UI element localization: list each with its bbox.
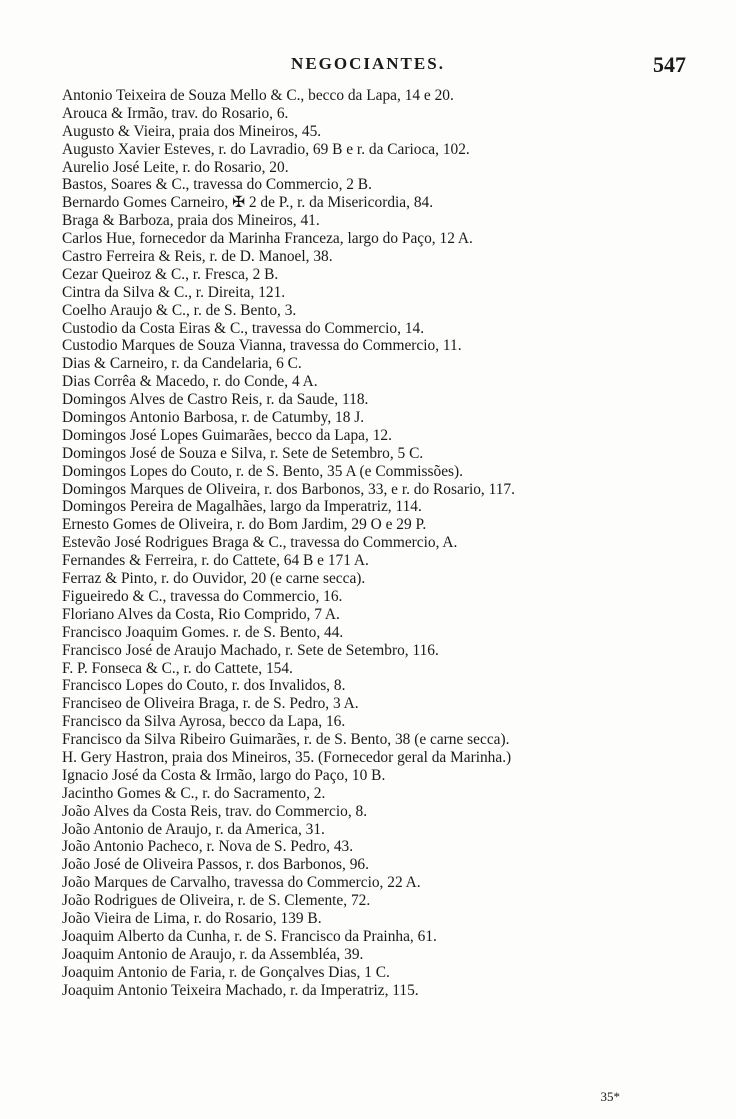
directory-entry: Domingos Pereira de Magalhães, largo da Imperatriz, 114.	[62, 498, 422, 516]
directory-entry: João Vieira de Lima, r. do Rosario, 139 B.	[62, 909, 322, 927]
directory-entry: Augusto Xavier Esteves, r. do Lavradio, 69 B e r. da Carioca, 102.	[62, 140, 470, 158]
directory-entry: F. P. Fonseca & C., r. do Cattete, 154.	[62, 659, 293, 677]
directory-entry: Francisco Joaquim Gomes. r. de S. Bento, 44.	[62, 623, 344, 641]
directory-entry: João Rodrigues de Oliveira, r. de S. Clemente, 72.	[62, 892, 371, 910]
directory-entry: Cintra da Silva & C., r. Direita, 121.	[62, 283, 286, 301]
directory-entry: Estevão José Rodrigues Braga & C., travessa do Commercio, A.	[62, 534, 458, 552]
directory-entry: Ignacio José da Costa & Irmão, largo do Paço, 10 B.	[62, 766, 386, 784]
directory-entry: Domingos José de Souza e Silva, r. Sete de Setembro, 5 C.	[62, 444, 424, 462]
directory-entry: Domingos Antonio Barbosa, r. de Catumby, 18 J.	[62, 409, 365, 427]
page-header	[0, 52, 736, 82]
directory-entry: Braga & Barboza, praia dos Mineiros, 41.	[62, 212, 320, 230]
printer-signature-mark: 35*	[600, 1089, 620, 1104]
directory-entry: Figueiredo & C., travessa do Commercio, 16.	[62, 587, 343, 605]
directory-entry: Bernardo Gomes Carneiro, ✠ 2 de P., r. da Misericordia, 84.	[62, 194, 434, 212]
directory-entry: Domingos Alves de Castro Reis, r. da Saude, 118.	[62, 391, 369, 409]
directory-entry: Coelho Araujo & C., r. de S. Bento, 3.	[62, 301, 297, 319]
directory-entry: Francisco da Silva Ayrosa, becco da Lapa, 16.	[62, 713, 346, 731]
directory-entry: João Antonio Pacheco, r. Nova de S. Pedro, 43.	[62, 838, 354, 856]
directory-entry: Custodio da Costa Eiras & C., travessa do Commercio, 14.	[62, 319, 425, 337]
directory-entry: H. Gery Hastron, praia dos Mineiros, 35. (Fornecedor geral da Marinha.)	[62, 748, 512, 766]
directory-entry: Francisco da Silva Ribeiro Guimarães, r. de S. Bento, 38 (e carne secca).	[62, 731, 510, 749]
page-number: 547	[653, 52, 686, 77]
directory-list	[62, 87, 732, 999]
directory-entry: Castro Ferreira & Reis, r. de D. Manoel, 38.	[62, 248, 333, 266]
directory-entry: Bastos, Soares & C., travessa do Commercio, 2 B.	[62, 176, 372, 194]
directory-entry: Francisco José de Araujo Machado, r. Sete de Setembro, 116.	[62, 641, 439, 659]
directory-entry: Francisco Lopes do Couto, r. dos Invalidos, 8.	[62, 677, 346, 695]
directory-entry: Joaquim Antonio Teixeira Machado, r. da Imperatriz, 115.	[62, 981, 419, 999]
directory-entry: Ernesto Gomes de Oliveira, r. do Bom Jardim, 29 O e 29 P.	[62, 516, 427, 534]
directory-entry: Dias & Carneiro, r. da Candelaria, 6 C.	[62, 355, 302, 373]
directory-entry: João José de Oliveira Passos, r. dos Barbonos, 96.	[62, 856, 369, 874]
directory-entry: Custodio Marques de Souza Vianna, travessa do Commercio, 11.	[62, 337, 462, 355]
section-title: NEGOCIANTES.	[291, 54, 445, 73]
directory-entry: Ferraz & Pinto, r. do Ouvidor, 20 (e carne secca).	[62, 570, 366, 588]
directory-entry: Fernandes & Ferreira, r. do Cattete, 64 B e 171 A.	[62, 552, 369, 570]
directory-entry: João Alves da Costa Reis, trav. do Commercio, 8.	[62, 802, 368, 820]
directory-entry: Domingos Lopes do Couto, r. de S. Bento, 35 A (e Commissões).	[62, 462, 464, 480]
directory-entry: Domingos José Lopes Guimarães, becco da Lapa, 12.	[62, 426, 392, 444]
directory-entry: Joaquim Antonio de Faria, r. de Gonçalves Dias, 1 C.	[62, 963, 390, 981]
directory-entry: Aurelio José Leite, r. do Rosario, 20.	[62, 158, 289, 176]
directory-entry: Franciseo de Oliveira Braga, r. de S. Pedro, 3 A.	[62, 695, 359, 713]
directory-entry: Jacintho Gomes & C., r. do Sacramento, 2.	[62, 784, 326, 802]
directory-entry: João Marques de Carvalho, travessa do Commercio, 22 A.	[62, 874, 421, 892]
directory-entry: Antonio Teixeira de Souza Mello & C., becco da Lapa, 14 e 20.	[62, 87, 454, 104]
directory-entry: Arouca & Irmão, trav. do Rosario, 6.	[62, 104, 289, 122]
directory-entry: Joaquim Alberto da Cunha, r. de S. Francisco da Prainha, 61.	[62, 927, 437, 945]
directory-entry: Cezar Queiroz & C., r. Fresca, 2 B.	[62, 265, 279, 283]
directory-entry: Carlos Hue, fornecedor da Marinha Franceza, largo do Paço, 12 A.	[62, 230, 473, 248]
directory-entry: Floriano Alves da Costa, Rio Comprido, 7 A.	[62, 605, 340, 623]
directory-entry: Dias Corrêa & Macedo, r. do Conde, 4 A.	[62, 373, 318, 391]
directory-entry: João Antonio de Araujo, r. da America, 31.	[62, 820, 325, 838]
directory-entry: Augusto & Vieira, praia dos Mineiros, 45.	[62, 122, 322, 140]
directory-entry: Joaquim Antonio de Araujo, r. da Assembléa, 39.	[62, 945, 364, 963]
directory-entry: Domingos Marques de Oliveira, r. dos Barbonos, 33, e r. do Rosario, 117.	[62, 480, 515, 498]
